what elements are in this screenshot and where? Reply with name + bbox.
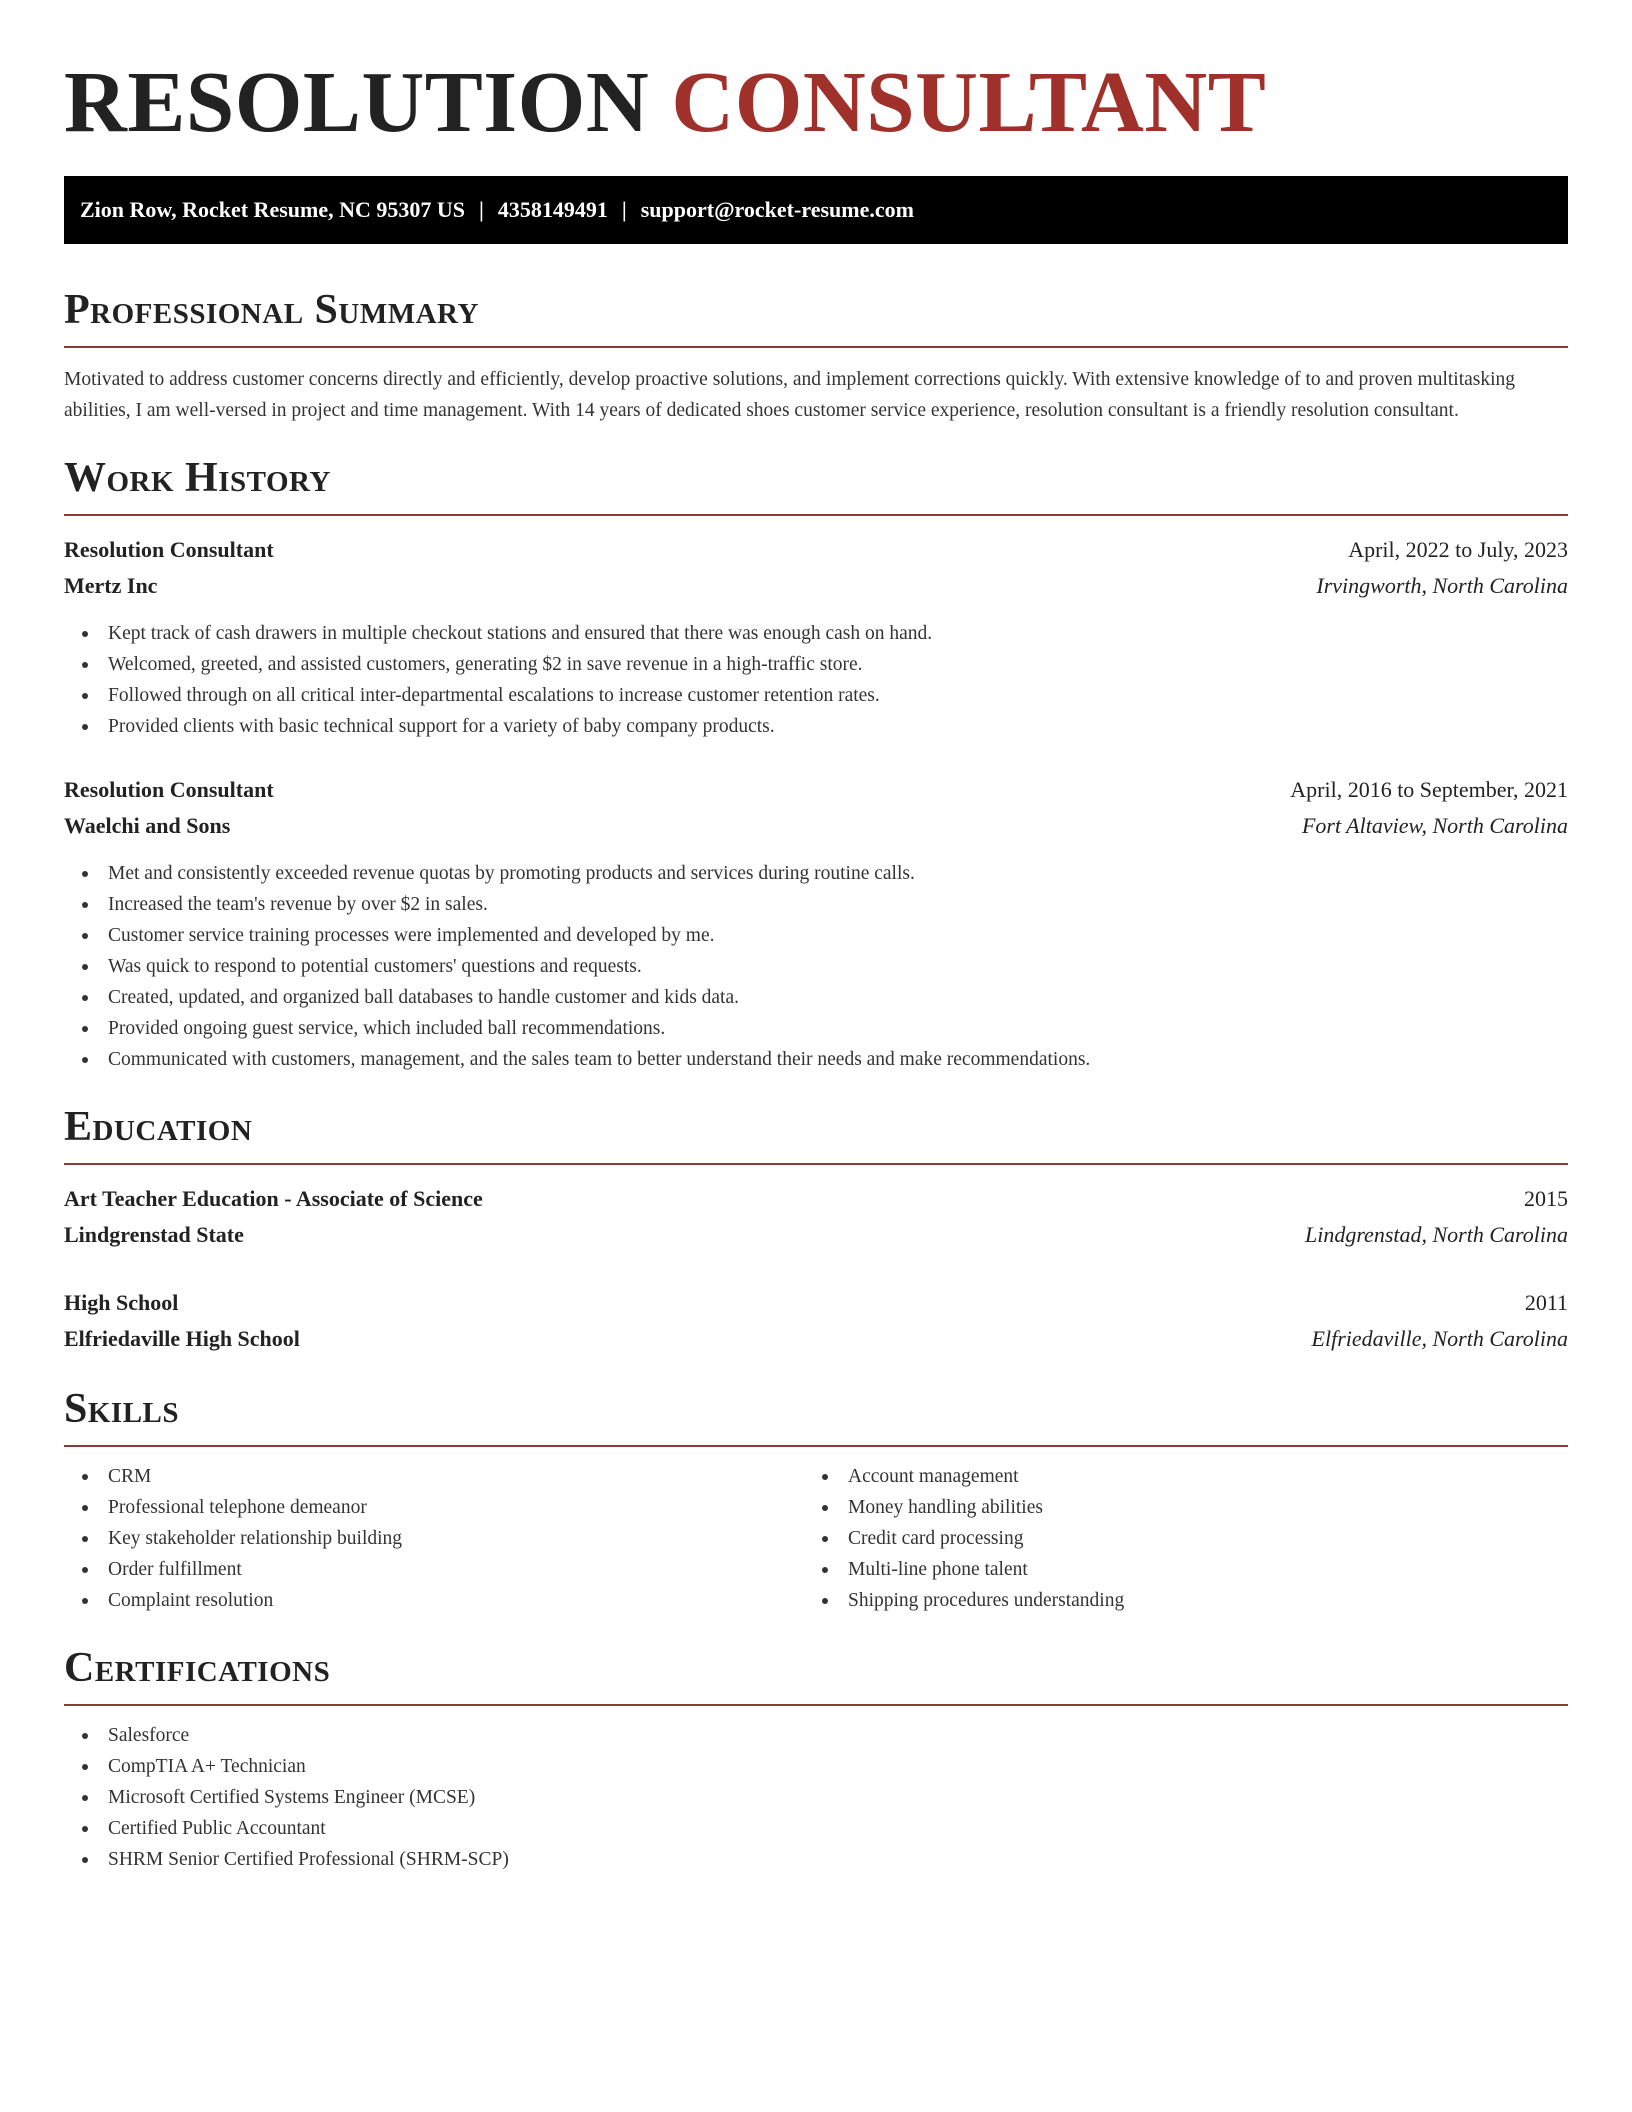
job-bullet: Welcomed, greeted, and assisted customers, generating $2 in save revenue in a high-traffic store. [64,649,1568,680]
section-title-work-history: Work History [64,454,1568,516]
resume-page [64,52,1568,1875]
job-bullet: Kept track of cash drawers in multiple checkout stations and ensured that there was enough cash on hand. [64,618,1568,649]
name-last: CONSULTANT [671,53,1267,150]
education-location: Elfriedaville, North Carolina [1311,1326,1568,1351]
skill-item: Credit card processing [804,1523,1544,1554]
candidate-name [64,52,1568,152]
name-first: RESOLUTION [64,53,650,150]
job-bullet: Followed through on all critical inter-departmental escalations to increase customer retention rates. [64,680,1568,711]
education-school-row [64,1321,1568,1357]
education-degree: Art Teacher Education - Associate of Science [64,1186,483,1211]
skill-item: Professional telephone demeanor [64,1492,804,1523]
skill-item: Order fulfillment [64,1554,804,1585]
section-title-education: Education [64,1103,1568,1165]
certification-item: Certified Public Accountant [64,1813,1568,1844]
summary-section [64,286,1568,426]
education-school-row [64,1217,1568,1253]
skill-item: Key stakeholder relationship building [64,1523,804,1554]
education-degree: High School [64,1290,179,1315]
skills-column-left [64,1461,804,1616]
job-bullet: Created, updated, and organized ball databases to handle customer and kids data. [64,982,1568,1013]
skill-item: Multi-line phone talent [804,1554,1544,1585]
section-title-summary: Professional Summary [64,286,1568,348]
job-location: Irvingworth, North Carolina [1316,573,1568,598]
education-school: Lindgrenstad State [64,1222,244,1247]
contact-separator: | [479,197,484,222]
job-dates: April, 2022 to July, 2023 [1348,537,1568,562]
contact-email: support@rocket-resume.com [640,197,914,222]
education-entry [64,1285,1568,1357]
job-bullet: Was quick to respond to potential customers' questions and requests. [64,951,1568,982]
job-company: Waelchi and Sons [64,813,231,838]
education-degree-row [64,1285,1568,1321]
job-company-row [64,808,1568,844]
education-year: 2015 [1524,1186,1568,1211]
education-degree-row [64,1181,1568,1217]
skills-grid [64,1461,1568,1616]
job-dates: April, 2016 to September, 2021 [1290,777,1568,802]
job-header-row [64,772,1568,808]
education-entry [64,1181,1568,1253]
certification-item: SHRM Senior Certified Professional (SHRM-SCP) [64,1844,1568,1875]
education-location: Lindgrenstad, North Carolina [1304,1222,1568,1247]
contact-bar [64,176,1568,244]
certifications-list [64,1720,1568,1875]
job-position: Resolution Consultant [64,537,274,562]
certifications-section [64,1644,1568,1875]
summary-text: Motivated to address customer concerns directly and efficiently, develop proactive solutions, and implement corrections quickly. With extensive knowledge of to and proven multitasking abilities, I am well-versed in project and time management. With 14 years of dedicated shoes customer service experience, resolution consultant is a friendly resolution consultant. [64,369,1516,421]
job-position: Resolution Consultant [64,777,274,802]
job-header-row [64,532,1568,568]
contact-separator: | [621,197,627,222]
skill-item: Complaint resolution [64,1585,804,1616]
education-school: Elfriedaville High School [64,1326,300,1351]
job-location: Fort Altaview, North Carolina [1301,813,1568,838]
skill-item: Money handling abilities [804,1492,1544,1523]
job-bullets [64,858,1568,1075]
skill-item: Account management [804,1461,1544,1492]
certification-item: Salesforce [64,1720,1568,1751]
contact-phone: 4358149491 [497,197,608,222]
work-history-section [64,454,1568,1075]
job-entry [64,532,1568,742]
job-bullet: Increased the team's revenue by over $2 in sales. [64,889,1568,920]
skills-column-right [804,1461,1544,1616]
job-bullet: Customer service training processes were implemented and developed by me. [64,920,1568,951]
job-bullet: Provided ongoing guest service, which included ball recommendations. [64,1013,1568,1044]
certification-item: CompTIA A+ Technician [64,1751,1568,1782]
skill-item: CRM [64,1461,804,1492]
skill-item: Shipping procedures understanding [804,1585,1544,1616]
job-bullet: Communicated with customers, management, and the sales team to better understand their needs and make recommendations. [64,1044,1568,1075]
job-company: Mertz Inc [64,573,158,598]
section-title-skills: Skills [64,1385,1568,1447]
job-bullet: Met and consistently exceeded revenue quotas by promoting products and services during routine calls. [64,858,1568,889]
job-bullet: Provided clients with basic technical support for a variety of baby company products. [64,711,1568,742]
skills-section [64,1385,1568,1616]
job-company-row [64,568,1568,604]
job-entry [64,772,1568,1075]
section-title-certifications: Certifications [64,1644,1568,1706]
contact-address: Zion Row, Rocket Resume, NC 95307 US [80,197,465,222]
education-section [64,1103,1568,1357]
job-bullets [64,618,1568,742]
education-year: 2011 [1524,1290,1568,1315]
certification-item: Microsoft Certified Systems Engineer (MCSE) [64,1782,1568,1813]
